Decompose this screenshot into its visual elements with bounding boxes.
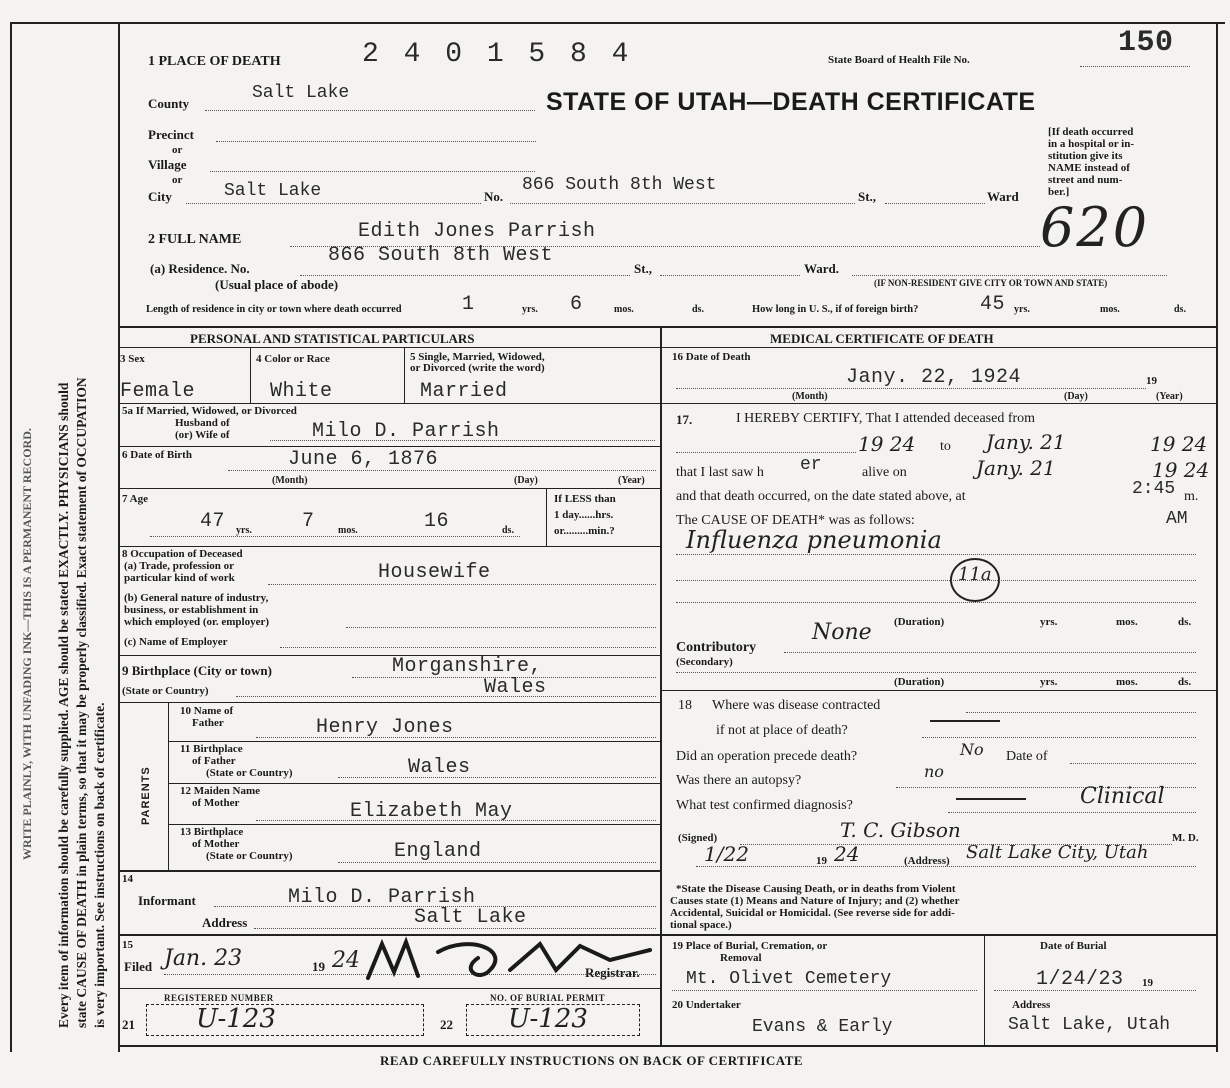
us-mos-label: mos. [1100, 304, 1120, 315]
operation-value: No [960, 740, 984, 759]
occupation-b-label-2: business, or establishment in [124, 604, 259, 616]
last-saw-pronoun: er [800, 455, 822, 475]
residence-st-label: St., [634, 261, 653, 276]
burial-place-label: 19 Place of Burial, Cremation, or [672, 940, 828, 952]
cause-code: 11a [958, 564, 992, 585]
birthplace-country-value: Wales [484, 676, 547, 699]
form-left-border [118, 22, 120, 1052]
age-mos-label: mos. [338, 525, 358, 536]
burial-place-value: Mt. Olivet Cemetery [686, 969, 892, 989]
color-label: 4 Color or Race [256, 353, 330, 365]
occupation-a-label: (a) Trade, profession or [124, 560, 234, 572]
hospital-note: stitution give its [1048, 150, 1123, 162]
dob-value: June 6, 1876 [288, 448, 439, 471]
personal-heading: PERSONAL AND STATISTICAL PARTICULARS [190, 331, 475, 346]
md-label: M. D. [1172, 832, 1199, 844]
death-day-label: (Day) [1064, 391, 1088, 402]
hospital-note: NAME instead of [1048, 162, 1130, 174]
burial-permit-label: NO. OF BURIAL PERMIT [490, 993, 606, 1003]
yrs-label: yrs. [522, 304, 538, 315]
father-label: 10 Name of [180, 705, 234, 717]
filed-year-prefix: 19 [312, 959, 325, 974]
residence-ward-label: Ward. [804, 261, 840, 276]
hospital-note: in a hospital or in- [1048, 138, 1134, 150]
informant-address-label: Address [202, 915, 248, 930]
column-divider [660, 326, 662, 1046]
test-label: What test confirmed diagnosis? [676, 798, 853, 813]
registered-number-value: U-123 [196, 1004, 276, 1034]
state-country-label: (State or Country) [122, 685, 209, 697]
file-no-label: State Board of Health File No. [828, 54, 970, 66]
autopsy-value: no [924, 762, 944, 781]
mother-label: 12 Maiden Name [180, 785, 261, 797]
filed-date: Jan. 23 [164, 946, 243, 971]
filed-number: 15 [122, 939, 133, 951]
cause-value: Influenza pneumonia [686, 526, 942, 554]
no-label: No. [484, 189, 504, 204]
death-year-label: (Year) [1156, 391, 1183, 402]
to-label: to [940, 439, 951, 454]
dob-month-label: (Month) [272, 475, 308, 486]
duration-ds: ds. [1178, 616, 1192, 628]
medical-heading: MEDICAL CERTIFICATE OF DEATH [770, 331, 994, 346]
color-value: White [270, 380, 333, 403]
death-month-label: (Month) [792, 391, 828, 402]
age-label: 7 Age [122, 493, 148, 505]
last-saw-mid: alive on [862, 465, 907, 480]
or-text-1: or [172, 144, 183, 156]
or-text-2: or [172, 174, 183, 186]
bottom-border [118, 1045, 1218, 1047]
occurred-text: and that death occurred, on the date stated above, at [676, 489, 966, 504]
attended-from-year: 19 24 [858, 432, 916, 456]
cause-label: The CAUSE OF DEATH* was as follows: [676, 513, 915, 528]
burial-date-label: Date of Burial [1040, 940, 1107, 952]
occupation-b-label: (b) General nature of industry, [124, 592, 269, 604]
date-of-death-label: 16 Date of Death [672, 351, 751, 363]
footnote-line-1: *State the Disease Causing Death, or in deaths from Violent [676, 883, 956, 895]
informant-value: Milo D. Parrish [288, 886, 476, 909]
age-days-value: 16 [424, 510, 450, 533]
signed-value: T. C. Gibson [840, 818, 961, 842]
length-mos-value: 6 [570, 293, 583, 316]
sex-label: 3 Sex [120, 353, 145, 365]
undertaker-address-label: Address [1012, 999, 1051, 1011]
contributory-value: None [812, 620, 872, 645]
less-than-label: If LESS than [554, 493, 616, 505]
burial-permit-value: U-123 [508, 1004, 588, 1034]
certificate-title: STATE OF UTAH—DEATH CERTIFICATE [546, 88, 1036, 116]
operation-label: Did an operation precede death? [676, 749, 858, 764]
father-birthplace-label: 11 Birthplace [180, 743, 243, 755]
item-21: 21 [122, 1017, 135, 1032]
mother-birthplace-label-2: of Mother [192, 838, 240, 850]
duration-mos-2: mos. [1116, 676, 1138, 688]
us-label: How long in U. S., if of foreign birth? [752, 304, 919, 315]
mother-value: Elizabeth May [350, 800, 513, 823]
sidebar-line-3: is very important. See instructions on back of certificate. [92, 702, 107, 1028]
informant-number: 14 [122, 873, 133, 885]
occupation-value: Housewife [378, 561, 491, 584]
mother-birthplace-label: 13 Birthplace [180, 826, 244, 838]
ward-number-handwritten: 620 [1040, 196, 1150, 259]
residence-label: (a) Residence. No. [150, 261, 250, 276]
duration-label-2: (Duration) [894, 676, 945, 688]
city-value: Salt Lake [224, 181, 322, 201]
mother-label-2: of Mother [192, 797, 240, 809]
burial-date-value: 1/24/23 [1036, 968, 1124, 991]
age-mos-value: 7 [302, 510, 315, 533]
item-22: 22 [440, 1017, 453, 1032]
death-year-prefix: 19 [1146, 375, 1157, 387]
mother-birthplace-label-3: (State or Country) [206, 850, 293, 862]
county-label: County [148, 96, 190, 111]
registrar-label: Registrar. [585, 965, 640, 980]
autopsy-label: Was there an autopsy? [676, 773, 802, 788]
attended-to: Jany. 21 [986, 430, 1066, 454]
spouse-label-2: Husband of [175, 417, 230, 429]
undertaker-address-value: Salt Lake, Utah [1008, 1015, 1171, 1035]
full-name-label: 2 FULL NAME [148, 232, 242, 247]
length-residence-label: Length of residence in city or town where death occurred [146, 304, 402, 315]
precinct-label: Precinct [148, 127, 194, 142]
occupation-a-label-2: particular kind of work [124, 572, 235, 584]
village-label: Village [148, 157, 187, 172]
dob-year-label: (Year) [618, 475, 645, 486]
certificate-number: 2 4 0 1 5 8 4 [362, 39, 633, 70]
date-of-death-value: Jany. 22, 1924 [846, 366, 1022, 389]
certify-text: I HEREBY CERTIFY, That I attended deceased from [736, 411, 1036, 426]
registered-number-box [146, 1004, 424, 1036]
hospital-note: [If death occurred [1048, 126, 1134, 138]
right-border [1216, 22, 1218, 1052]
less-than-min: or.........min.? [554, 525, 615, 537]
signed-year: 24 [834, 842, 860, 866]
parents-label: PARENTS [140, 766, 152, 825]
age-yrs-label: yrs. [236, 525, 252, 536]
full-name-value: Edith Jones Parrish [358, 220, 596, 243]
last-saw-prefix: that I last saw h [676, 465, 764, 480]
file-number: 150 [1118, 26, 1174, 60]
filed-label: Filed [124, 959, 153, 974]
age-yrs-value: 47 [200, 510, 226, 533]
city-label: City [148, 189, 172, 204]
burial-year-suffix: 19 [1142, 977, 1153, 989]
nonresident-note: (IF NON-RESIDENT GIVE CITY OR TOWN AND STATE) [874, 278, 1108, 288]
informant-label: Informant [138, 893, 196, 908]
item-17: 17. [676, 412, 693, 427]
father-value: Henry Jones [316, 716, 454, 739]
top-border [10, 22, 1225, 24]
st-label: St., [858, 189, 877, 204]
birthplace-city-value: Morganshire, [392, 655, 543, 678]
sex-value: Female [120, 380, 196, 403]
duration-yrs: yrs. [1040, 616, 1058, 628]
test-value: Clinical [1080, 784, 1165, 809]
informant-address-value: Salt Lake [414, 906, 527, 929]
registered-number-label: REGISTERED NUMBER [164, 993, 274, 1003]
father-birthplace-value: Wales [408, 756, 471, 779]
signed-address-label: (Address) [904, 855, 950, 867]
m-label: m. [1184, 489, 1199, 504]
operation-date-label: Date of [1006, 749, 1048, 764]
last-saw-date: Jany. 21 [976, 456, 1056, 480]
ds-label: ds. [692, 304, 704, 315]
secondary-label: (Secondary) [676, 656, 733, 668]
occupation-label: 8 Occupation of Deceased [122, 548, 243, 560]
spouse-label-3: (or) Wife of [175, 429, 230, 441]
last-saw-year: 19 24 [1152, 458, 1210, 482]
residence-value: 866 South 8th West [328, 244, 554, 267]
us-ds-label: ds. [1174, 304, 1186, 315]
usual-place-label: (Usual place of abode) [215, 277, 339, 292]
marital-label: 5 Single, Married, Widowed, [410, 351, 545, 363]
duration-ds-2: ds. [1178, 676, 1192, 688]
footnote-line-4: tional space.) [670, 919, 732, 931]
attended-to-year: 19 24 [1150, 432, 1208, 456]
item-18: 18 [678, 698, 692, 713]
spouse-value: Milo D. Parrish [312, 420, 500, 443]
mother-birthplace-value: England [394, 840, 482, 863]
hospital-note: ber.] [1048, 186, 1070, 198]
age-ds-label: ds. [502, 525, 514, 536]
signed-label: (Signed) [678, 832, 718, 844]
footnote-line-2: Causes state (1) Means and Nature of Injury; and (2) whether [670, 895, 960, 907]
dob-label: 6 Date of Birth [122, 449, 192, 461]
place-of-death-label: 1 PLACE OF DEATH [148, 54, 281, 69]
less-than-hrs: 1 day......hrs. [554, 509, 614, 521]
section-divider [118, 326, 1218, 328]
footer-instruction: READ CAREFULLY INSTRUCTIONS ON BACK OF CERTIFICATE [380, 1053, 804, 1068]
signed-date: 1/22 [704, 842, 749, 866]
sidebar-line-2: state CAUSE OF DEATH in plain terms, so that it may be properly classified. Exact statement of OCCUPATION [74, 377, 89, 1028]
footnote-line-3: Accidental, Suicidal or Homicidal. (See reverse side for addi- [670, 907, 955, 919]
spouse-label: 5a If Married, Widowed, or Divorced [122, 405, 297, 417]
undertaker-label: 20 Undertaker [672, 999, 741, 1011]
not-place-label: if not at place of death? [716, 723, 848, 738]
marital-value: Married [420, 380, 508, 403]
registrar-signature [360, 930, 660, 990]
signed-address-value: Salt Lake City, Utah [966, 842, 1149, 863]
left-border [10, 22, 12, 1052]
dob-day-label: (Day) [514, 475, 538, 486]
contracted-label: Where was disease contracted [712, 698, 881, 713]
ward-label: Ward [987, 189, 1019, 204]
duration-label: (Duration) [894, 616, 945, 628]
sidebar-line-4: WRITE PLAINLY, WITH UNFADING INK—THIS IS A PERMANENT RECORD. [20, 428, 34, 860]
filed-year: 24 [332, 948, 360, 973]
length-yrs-value: 1 [462, 293, 475, 316]
sidebar-line-1: Every item of information should be carefully supplied. AGE should be stated EXACTLY. PHYSICIANS should [56, 382, 71, 1028]
contributory-label: Contributory [676, 640, 757, 655]
father-birthplace-label-2: of Father [192, 755, 236, 767]
undertaker-value: Evans & Early [752, 1017, 893, 1037]
hospital-note: street and num- [1048, 174, 1123, 186]
father-label-2: Father [192, 717, 224, 729]
occupation-b-label-3: which employed (or. employer) [124, 616, 270, 628]
duration-yrs-2: yrs. [1040, 676, 1058, 688]
burial-place-label-2: Removal [720, 952, 762, 964]
us-yrs-label: yrs. [1014, 304, 1030, 315]
signed-year-prefix: 19 [816, 855, 827, 867]
father-birthplace-label-3: (State or Country) [206, 767, 293, 779]
employer-label: (c) Name of Employer [124, 636, 228, 648]
county-value: Salt Lake [252, 83, 350, 103]
marital-label-2: or Divorced (write the word) [410, 362, 545, 374]
time-of-death: 2:45 [1132, 479, 1176, 499]
street-value: 866 South 8th West [522, 175, 717, 195]
am-value: AM [1166, 509, 1188, 529]
us-yrs-value: 45 [980, 293, 1006, 316]
duration-mos: mos. [1116, 616, 1138, 628]
mos-label: mos. [614, 304, 634, 315]
birthplace-label: 9 Birthplace (City or town) [122, 663, 272, 678]
